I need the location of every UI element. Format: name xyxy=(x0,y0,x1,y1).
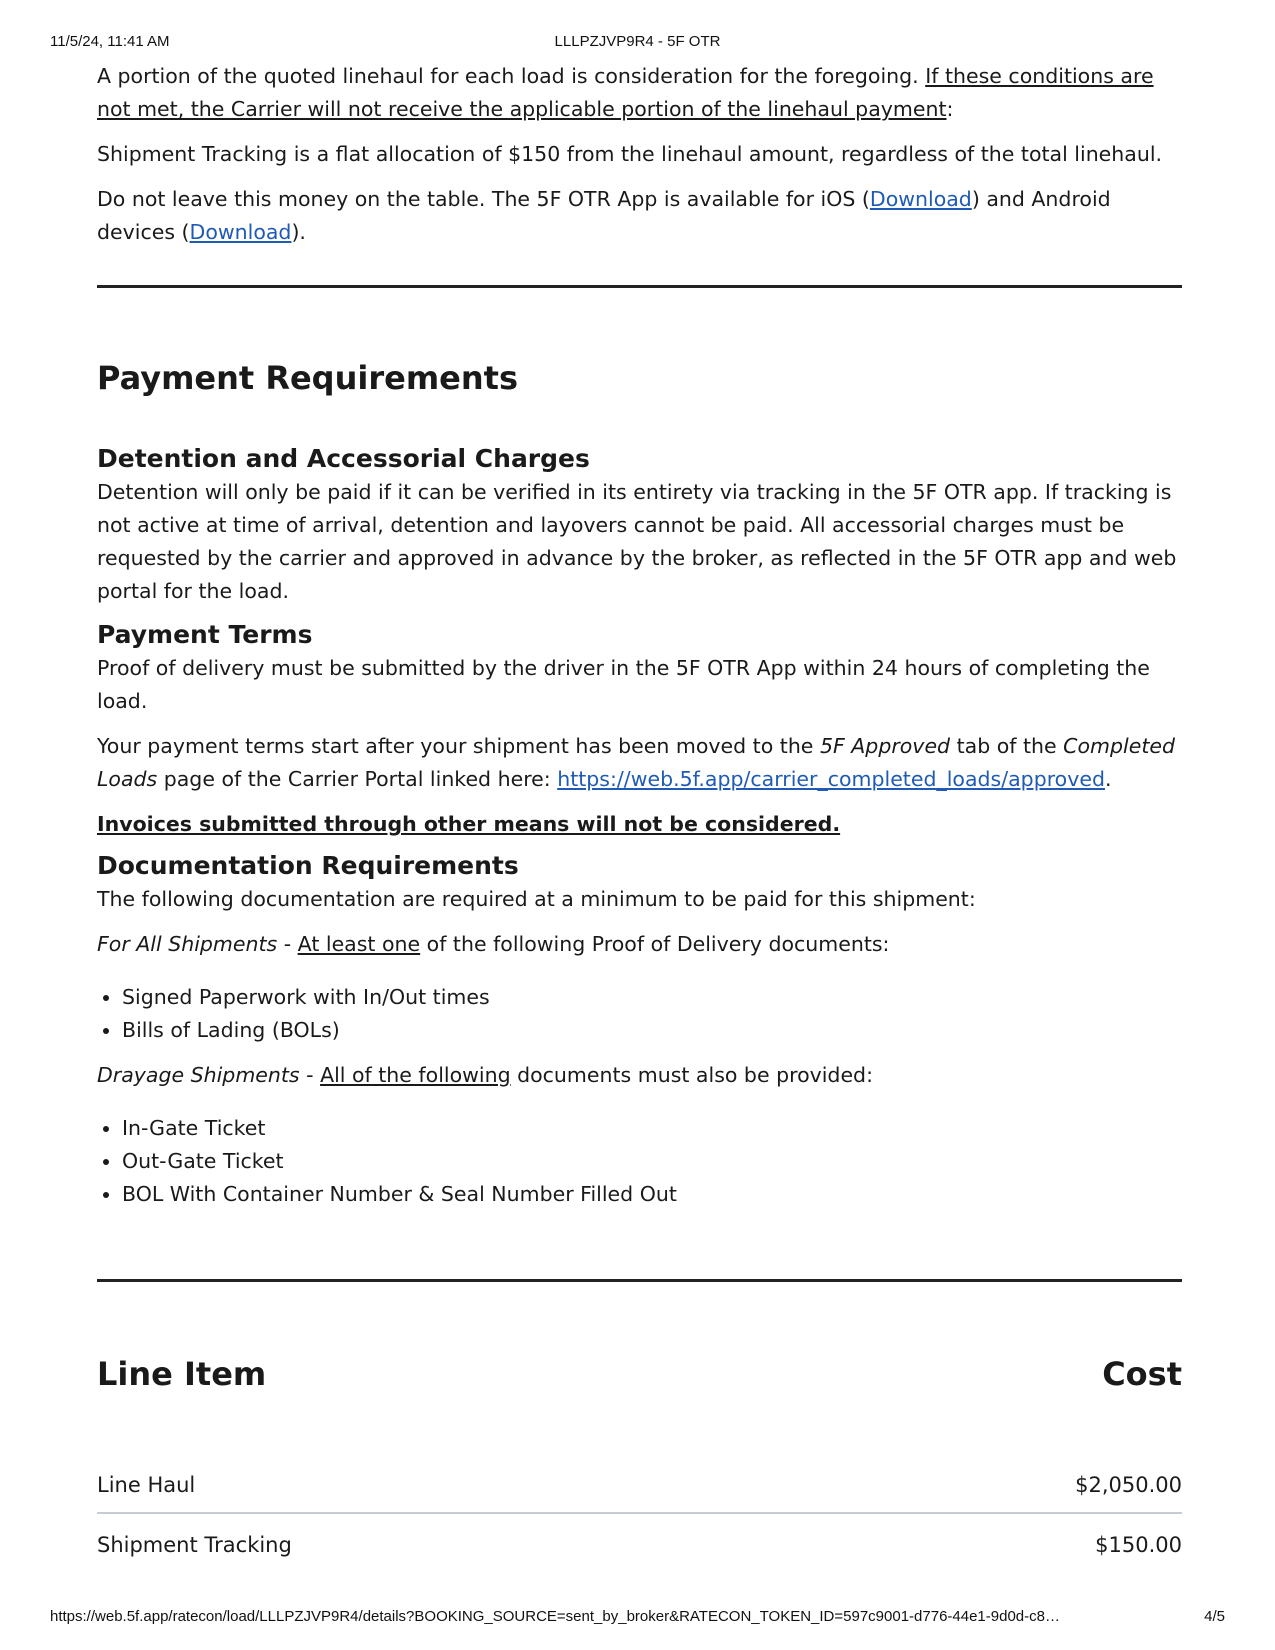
app-download-text-c: ). xyxy=(291,220,306,244)
payment-requirements-heading: Payment Requirements xyxy=(97,359,518,397)
payment-terms-text-a: Your payment terms start after your shipment has been moved to the xyxy=(97,734,820,758)
drayage-doc-list xyxy=(97,1112,1182,1211)
all-shipments-doc-list xyxy=(97,981,1182,1047)
carrier-portal-link[interactable]: https://web.5f.app/carrier_completed_loads/approved xyxy=(557,767,1105,791)
tracking-allocation-paragraph: Shipment Tracking is a flat allocation of $150 from the linehaul amount, regardless of the total linehaul. xyxy=(97,142,1163,166)
payment-terms-text-d: . xyxy=(1104,767,1112,791)
detention-body: Detention will only be paid if it can be verified in its entirety via tracking in the 5F OTR app. If tracking is not active at time of arrival, detention and layovers cannot be paid. All accessorial charges must be requested by the carrier and approved in advance by the broker, as reflected in the 5F OTR app and web portal for the load. xyxy=(97,480,1177,603)
all-shipments-paragraph xyxy=(97,928,1182,961)
list-item: • BOL With Container Number & Seal Number Filled Out xyxy=(122,1178,1182,1211)
payment-terms-paragraph xyxy=(97,730,1182,796)
line-item-name: Shipment Tracking xyxy=(97,1533,292,1557)
line-item-column-header: Line Item xyxy=(97,1355,267,1393)
print-header xyxy=(50,33,1225,53)
list-item: • Out-Gate Ticket xyxy=(122,1145,1182,1178)
section-divider xyxy=(97,285,1182,288)
table-row xyxy=(97,1454,1182,1514)
page-number: 4/5 xyxy=(1204,1608,1225,1625)
print-datetime: 11/5/24, 11:41 AM xyxy=(50,33,170,50)
linehaul-consideration-paragraph xyxy=(97,60,1182,126)
drayage-shipments-label: Drayage Shipments xyxy=(97,1063,300,1087)
documentation-heading: Documentation Requirements xyxy=(97,851,519,880)
linehaul-consideration-end: : xyxy=(946,97,954,121)
line-item-cost: $2,050.00 xyxy=(1075,1473,1182,1497)
line-item-name: Line Haul xyxy=(97,1473,196,1497)
drayage-separator: - xyxy=(299,1063,321,1087)
linehaul-conditions-underlined: If these conditions are not met, the Carrier will not receive the applicable portion of the linehaul payment xyxy=(97,64,1154,121)
print-title: LLLPZJVP9R4 - 5F OTR xyxy=(554,33,721,50)
payment-terms-heading: Payment Terms xyxy=(97,620,313,649)
app-download-paragraph xyxy=(97,183,1182,249)
ios-download-link[interactable]: Download xyxy=(869,187,972,211)
completed-loads-page-name: Completed Loads xyxy=(97,734,1175,791)
print-footer xyxy=(50,1608,1225,1628)
approved-tab-name: 5F Approved xyxy=(819,734,951,758)
list-item: • Bills of Lading (BOLs) xyxy=(122,1014,1182,1047)
print-url: https://web.5f.app/ratecon/load/LLLPZJVP9R4/details?BOOKING_SOURCE=sent_by_broker&RATECON_TOKEN_ID=597c9001-d776-44e1-9d0d-c8… xyxy=(50,1608,1060,1625)
detention-heading: Detention and Accessorial Charges xyxy=(97,444,590,473)
table-row xyxy=(97,1514,1182,1572)
android-download-link[interactable]: Download xyxy=(189,220,292,244)
drayage-underlined: All of the following xyxy=(320,1063,511,1087)
all-shipments-label: For All Shipments xyxy=(97,932,278,956)
payment-terms-text-b: tab of the xyxy=(950,734,1064,758)
page-content xyxy=(97,60,1182,1572)
payment-terms-text-c: page of the Carrier Portal linked here: xyxy=(157,767,558,791)
all-shipments-rest: of the following Proof of Delivery documents: xyxy=(420,932,890,956)
app-download-text-a: Do not leave this money on the table. The 5F OTR App is available for iOS ( xyxy=(97,187,870,211)
app-download-text-b: ) and Android devices ( xyxy=(97,187,1111,244)
list-item: • Signed Paperwork with In/Out times xyxy=(122,981,1182,1014)
line-item-table-header xyxy=(97,1354,1182,1404)
drayage-shipments-paragraph xyxy=(97,1059,1182,1092)
invoice-notice: Invoices submitted through other means will not be considered. xyxy=(97,812,841,836)
linehaul-consideration-text: A portion of the quoted linehaul for each load is consideration for the foregoing. xyxy=(97,64,926,88)
list-item: • In-Gate Ticket xyxy=(122,1112,1182,1145)
section-divider xyxy=(97,1279,1182,1282)
all-shipments-underlined: At least one xyxy=(297,932,421,956)
cost-column-header: Cost xyxy=(1102,1355,1182,1393)
drayage-rest: documents must also be provided: xyxy=(510,1063,873,1087)
pod-submission-paragraph: Proof of delivery must be submitted by the driver in the 5F OTR App within 24 hours of completing the load. xyxy=(97,656,1150,713)
line-item-cost: $150.00 xyxy=(1095,1533,1182,1557)
all-shipments-separator: - xyxy=(277,932,298,956)
documentation-intro: The following documentation are required at a minimum to be paid for this shipment: xyxy=(97,887,976,911)
